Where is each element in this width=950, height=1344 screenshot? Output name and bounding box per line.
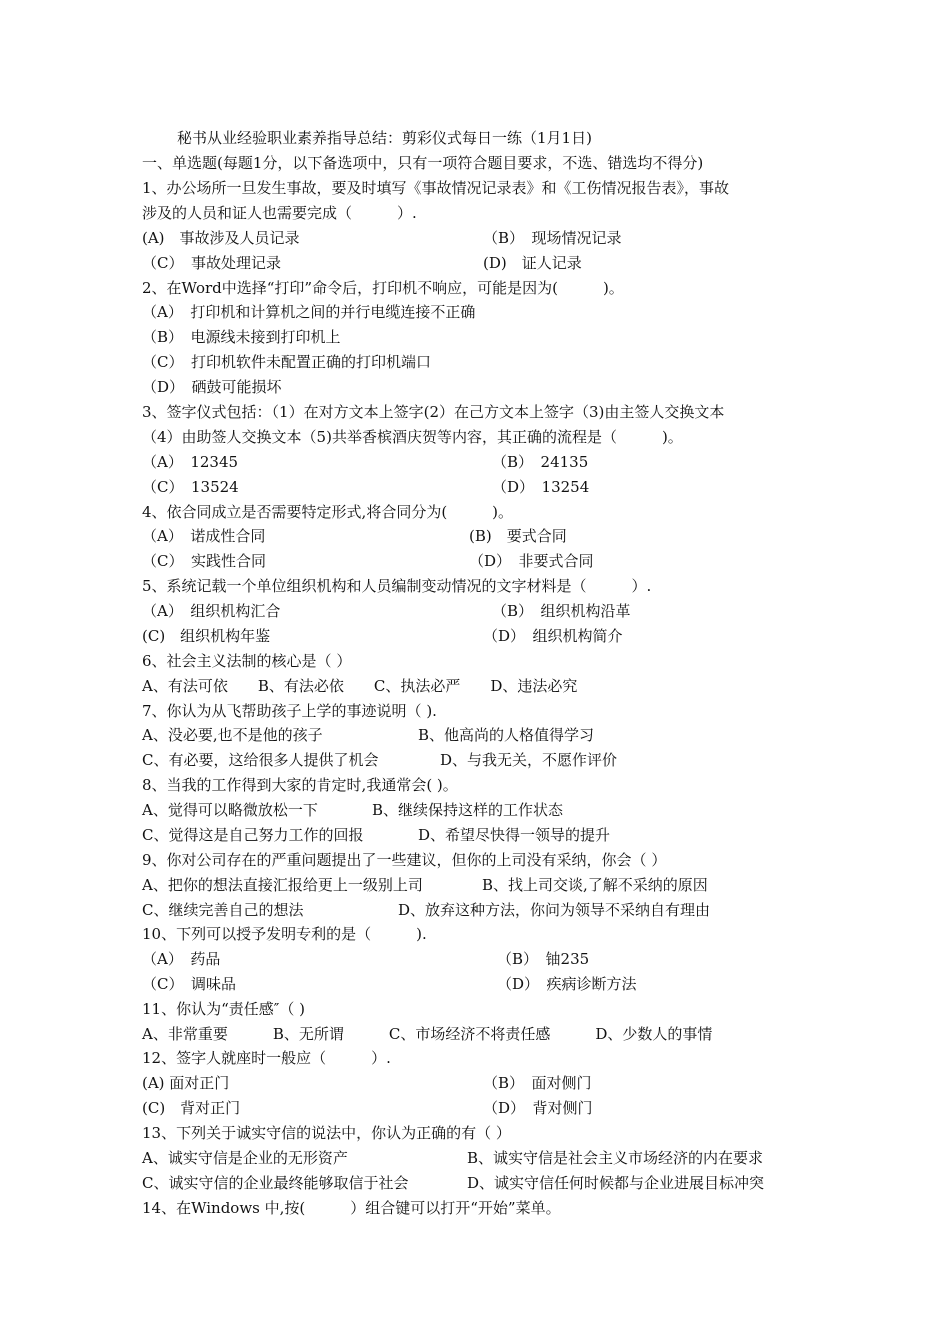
question-3-stem: 3、签字仪式包括：（1）在对方文本上签字(2）在己方文本上签字（3)由主签人交换文本	[142, 403, 725, 421]
question-11-options: A、非常重要 B、无所谓 C、市场经济不将责任感 D、少数人的事情	[142, 1025, 713, 1043]
question-5-option-d: （D） 组织机构简介	[483, 627, 623, 645]
question-10-option-b: （B） 铀235	[497, 950, 590, 968]
question-8-option-c: C、觉得这是自己努力工作的回报	[142, 826, 364, 844]
question-3-stem-cont: （4）由助签人交换文本（5)共举香槟酒庆贺等内容，其正确的流程是（ )。	[142, 428, 683, 446]
question-9-option-d: D、放弃这种方法，你问为领导不采纳自有理由	[398, 901, 711, 919]
question-4-stem: 4、依合同成立是否需要特定形式,将合同分为( )。	[142, 503, 514, 521]
question-6-options: A、有法可依 B、有法必依 C、执法必严 D、违法必究	[142, 677, 578, 695]
question-13-option-a: A、诚实守信是企业的无形资产	[142, 1149, 348, 1167]
question-10-option-c: （C） 调味品	[142, 975, 236, 993]
question-13-stem: 13、下列关于诚实守信的说法中，你认为正确的有（ ）	[142, 1124, 511, 1142]
question-13-option-c: C、诚实守信的企业最终能够取信于社会	[142, 1174, 409, 1192]
question-5-option-c: (C) 组织机构年鉴	[142, 627, 271, 645]
question-8-option-b: B、继续保持这样的工作状态	[372, 801, 564, 819]
question-12-option-c: (C) 背对正门	[142, 1099, 241, 1117]
question-5-option-a: （A） 组织机构汇合	[142, 602, 281, 620]
question-13-option-b: B、诚实守信是社会主义市场经济的内在要求	[467, 1149, 764, 1167]
question-10-stem: 10、下列可以授予发明专利的是（ ).	[142, 925, 427, 943]
question-5-stem: 5、系统记载一个单位组织机构和人员编制变动情况的文字材料是（ ）.	[142, 577, 652, 595]
question-1-stem-cont: 涉及的人员和证人也需要完成（ ）.	[142, 204, 417, 222]
question-7-option-b: B、他高尚的人格值得学习	[418, 726, 595, 744]
question-4-option-d: （D） 非要式合同	[469, 552, 594, 570]
question-3-option-b: （B） 24135	[492, 453, 589, 471]
question-4-option-a: （A） 诺成性合同	[142, 527, 266, 545]
question-2-stem: 2、在Word中选择“打印”命令后，打印机不响应，可能是因为( )。	[142, 279, 624, 297]
question-3-option-c: （C） 13524	[142, 478, 239, 496]
question-13-option-d: D、诚实守信任何时候都与企业进展目标冲突	[467, 1174, 765, 1192]
question-6-stem: 6、社会主义法制的核心是（ ）	[142, 652, 352, 670]
question-1-stem: 1、办公场所一旦发生事故，要及时填写《事故情况记录表》和《工伤情况报告表》，事故	[142, 179, 730, 197]
question-7-option-c: C、有必要，这给很多人提供了机会	[142, 751, 379, 769]
question-3-option-a: （A） 12345	[142, 453, 239, 471]
question-9-stem: 9、你对公司存在的严重问题提出了一些建议，但你的上司没有采纳，你会（ ）	[142, 851, 667, 869]
question-2-option-a: （A） 打印机和计算机之间的并行电缆连接不正确	[142, 303, 476, 321]
question-12-stem: 12、签字人就座时一般应（ ）.	[142, 1049, 391, 1067]
question-10-option-a: （A） 药品	[142, 950, 221, 968]
question-11-stem: 11、你认为“责任感″（ )	[142, 1000, 305, 1018]
question-3-option-d: （D） 13254	[492, 478, 590, 496]
question-7-option-a: A、没必要,也不是他的孩子	[142, 726, 323, 744]
question-4-option-b: (B) 要式合同	[469, 527, 567, 545]
question-2-option-c: （C） 打印机软件未配置正确的打印机端口	[142, 353, 431, 371]
question-9-option-c: C、继续完善自己的想法	[142, 901, 304, 919]
question-8-stem: 8、当我的工作得到大家的肯定时,我通常会( )。	[142, 776, 458, 794]
question-9-option-b: B、找上司交谈,了解不采纳的原因	[482, 876, 708, 894]
question-1-option-d: (D) 证人记录	[483, 254, 582, 272]
question-10-option-d: （D） 疾病诊断方法	[497, 975, 637, 993]
question-2-option-b: （B） 电源线未接到打印机上	[142, 328, 341, 346]
question-12-option-b: （B） 面对侧门	[483, 1074, 592, 1092]
question-9-option-a: A、把你的想法直接汇报给更上一级别上司	[142, 876, 423, 894]
question-7-option-d: D、与我无关，不愿作评价	[440, 751, 618, 769]
question-1-option-c: （C） 事故处理记录	[142, 254, 281, 272]
document-title: 秘书从业经验职业素养指导总结：剪彩仪式每日一练（1月1日)	[177, 129, 592, 147]
question-12-option-d: （D） 背对侧门	[483, 1099, 593, 1117]
question-7-stem: 7、你认为从飞帮助孩子上学的事迹说明（ ).	[142, 702, 437, 720]
question-1-option-a: (A) 事故涉及人员记录	[142, 229, 300, 247]
question-5-option-b: （B） 组织机构沿革	[492, 602, 631, 620]
question-1-option-b: （B） 现场情况记录	[483, 229, 622, 247]
question-8-option-a: A、觉得可以略微放松一下	[142, 801, 318, 819]
section-heading: 一、单选题(每题1分，以下备选项中，只有一项符合题目要求，不选、错选均不得分)	[142, 154, 704, 172]
question-2-option-d: （D） 硒鼓可能损坏	[142, 378, 282, 396]
question-14-stem: 14、在Windows 中,按( ）组合键可以打开“开始”菜单。	[142, 1199, 561, 1217]
question-8-option-d: D、希望尽快得一领导的提升	[418, 826, 611, 844]
question-12-option-a: (A) 面对正门	[142, 1074, 230, 1092]
question-4-option-c: （C） 实践性合同	[142, 552, 266, 570]
